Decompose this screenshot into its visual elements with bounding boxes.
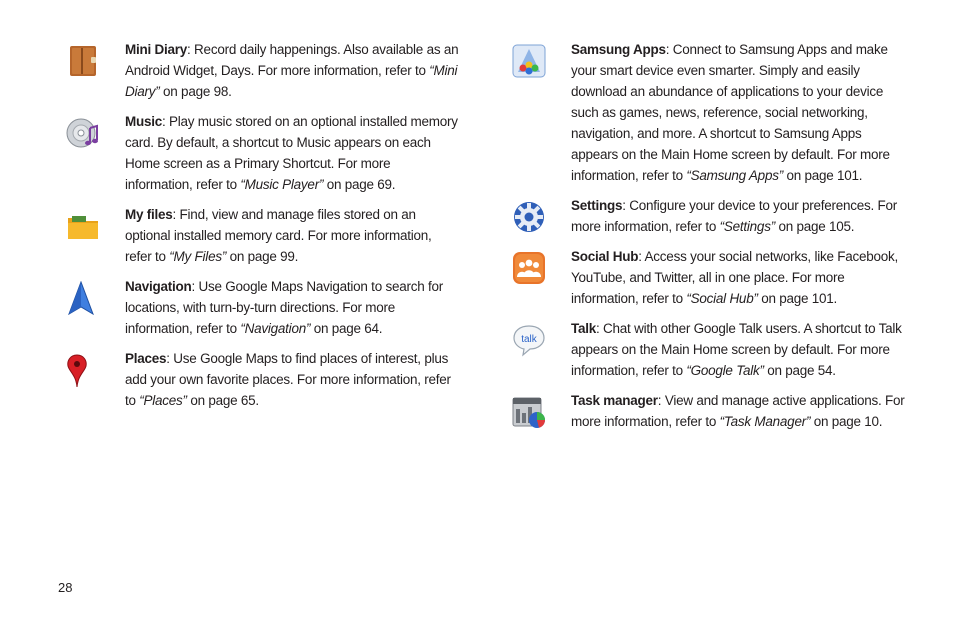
entry-term: Navigation bbox=[125, 279, 192, 295]
list-item-social-hub bbox=[512, 247, 912, 310]
cross-reference-link[interactable]: “Settings” bbox=[719, 219, 775, 235]
page-reference: on page 98. bbox=[159, 84, 232, 100]
entry-text bbox=[125, 277, 460, 340]
talk-icon bbox=[512, 323, 546, 357]
entry-description: : Play music stored on an optional installed memory card. By default, a shortcut to Music appears on each Home screen as a Primary Shortcut. For more information, refer to bbox=[125, 114, 458, 193]
list-item-talk bbox=[512, 319, 912, 382]
entry-description: : Chat with other Google Talk users. A shortcut to Talk appears on the Main Home screen by default. For more information, refer to bbox=[571, 321, 902, 379]
entry-text bbox=[571, 319, 906, 382]
page-reference: on page 105. bbox=[774, 219, 855, 235]
entry-text bbox=[125, 205, 460, 268]
cross-reference-link[interactable]: “Navigation” bbox=[240, 321, 311, 337]
cross-reference-link[interactable]: “My Files” bbox=[169, 249, 227, 265]
samsung-apps-icon bbox=[512, 44, 546, 78]
entry-text bbox=[125, 40, 460, 103]
page-reference: on page 64. bbox=[310, 321, 383, 337]
list-item-mini-diary bbox=[66, 40, 466, 103]
entry-description: : Use Google Maps Navigation to search for locations, with turn-by-turn directions. For more information, refer to bbox=[125, 279, 444, 337]
list-item-places bbox=[66, 349, 466, 412]
page-reference: on page 54. bbox=[763, 363, 836, 379]
entry-description: : Connect to Samsung Apps and make your smart device even smarter. Simply and easily download an abundance of applications to your device such as games, news, reference, social networking, navigation, and more. A shortcut to Samsung Apps appears on the Main Home screen by default. For more information, refer to bbox=[571, 42, 890, 184]
cross-reference-link[interactable]: “Mini Diary” bbox=[125, 63, 458, 100]
entry-term: Talk bbox=[571, 321, 597, 337]
cross-reference-link[interactable]: “Samsung Apps” bbox=[686, 168, 783, 184]
entry-text bbox=[571, 196, 906, 238]
entry-text bbox=[571, 247, 906, 310]
cross-reference-link[interactable]: “Music Player” bbox=[240, 177, 324, 193]
cross-reference-link[interactable]: “Task Manager” bbox=[719, 414, 811, 430]
entry-text bbox=[125, 349, 460, 412]
entry-term: Music bbox=[125, 114, 163, 130]
my-files-icon bbox=[66, 209, 100, 243]
entry-term: My files bbox=[125, 207, 173, 223]
entry-text bbox=[125, 112, 460, 196]
entry-description: : View and manage active applications. For more information, refer to bbox=[571, 393, 905, 430]
entry-description: : Find, view and manage files stored on an optional installed memory card. For more information, refer to bbox=[125, 207, 432, 265]
right-column bbox=[512, 40, 912, 442]
page-reference: on page 101. bbox=[782, 168, 863, 184]
page-reference: on page 101. bbox=[757, 291, 838, 307]
cross-reference-link[interactable]: “Social Hub” bbox=[686, 291, 758, 307]
list-item-samsung-apps bbox=[512, 40, 912, 187]
cross-reference-link[interactable]: “Google Talk” bbox=[686, 363, 764, 379]
entry-term: Places bbox=[125, 351, 167, 367]
talk-icon-label: talk bbox=[521, 334, 537, 345]
music-icon bbox=[66, 116, 100, 150]
page-reference: on page 99. bbox=[226, 249, 299, 265]
entry-text bbox=[571, 40, 906, 187]
list-item-navigation bbox=[66, 277, 466, 340]
entry-term: Settings bbox=[571, 198, 623, 214]
page-reference: on page 10. bbox=[810, 414, 883, 430]
left-column bbox=[66, 40, 466, 421]
entry-text bbox=[571, 391, 906, 433]
page-reference: on page 65. bbox=[186, 393, 259, 409]
navigation-icon bbox=[66, 281, 100, 315]
entry-description: : Record daily happenings. Also available as an Android Widget, Days. For more information, refer to bbox=[125, 42, 459, 79]
list-item-music bbox=[66, 112, 466, 196]
list-item-my-files bbox=[66, 205, 466, 268]
page-reference: on page 69. bbox=[323, 177, 396, 193]
entry-term: Mini Diary bbox=[125, 42, 188, 58]
settings-icon bbox=[512, 200, 546, 234]
places-icon bbox=[66, 353, 100, 387]
entry-term: Samsung Apps bbox=[571, 42, 666, 58]
list-item-task-manager bbox=[512, 391, 912, 433]
social-hub-icon bbox=[512, 251, 546, 285]
entry-term: Task manager bbox=[571, 393, 658, 409]
entry-description: : Use Google Maps to find places of interest, plus add your own favorite places. For more information, refer to bbox=[125, 351, 451, 409]
cross-reference-link[interactable]: “Places” bbox=[139, 393, 187, 409]
mini-diary-icon bbox=[66, 44, 100, 78]
entry-term: Social Hub bbox=[571, 249, 639, 265]
page-number: 28 bbox=[58, 580, 73, 595]
list-item-settings bbox=[512, 196, 912, 238]
entry-description: : Access your social networks, like Facebook, YouTube, and Twitter, all in one place. For more information, refer to bbox=[571, 249, 899, 307]
task-manager-icon bbox=[512, 395, 546, 429]
entry-description: : Configure your device to your preferences. For more information, refer to bbox=[571, 198, 898, 235]
